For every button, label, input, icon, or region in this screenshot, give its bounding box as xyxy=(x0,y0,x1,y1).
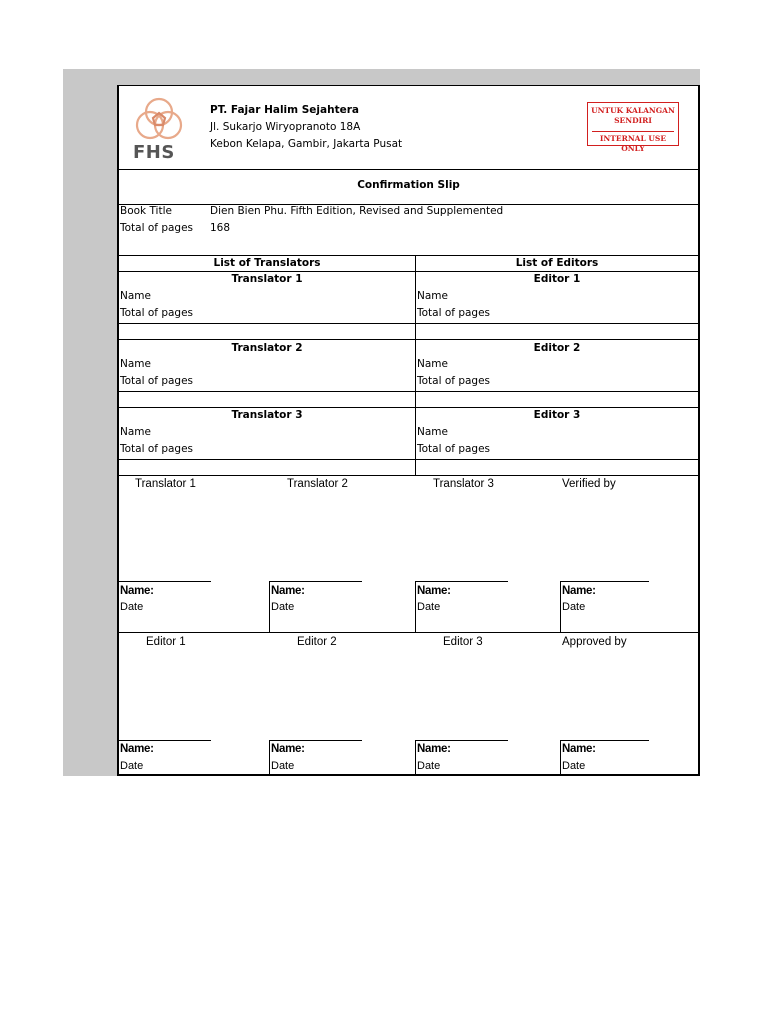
translator-1-heading: Translator 1 xyxy=(231,273,303,285)
signature-line xyxy=(270,740,362,741)
editor-2-pages-label: Total of pages xyxy=(417,375,491,387)
page-title: Confirmation Slip xyxy=(357,179,460,191)
divider xyxy=(117,271,700,272)
divider xyxy=(117,391,700,392)
editor-3-name-label: Name xyxy=(417,426,448,438)
sig-translator-2-date: Date xyxy=(271,601,295,613)
list-column-divider xyxy=(415,255,416,475)
fhs-logo xyxy=(129,92,189,168)
signature-line xyxy=(416,740,508,741)
book-title-value: Dien Bien Phu. Fifth Edition, Revised and Supplemented xyxy=(210,205,504,217)
company-name: PT. Fajar Halim Sejahtera xyxy=(210,104,359,116)
sig-translator-2-name: Name: xyxy=(271,585,305,597)
sig-column-divider xyxy=(269,740,270,774)
sig-translator-3-date: Date xyxy=(417,601,441,613)
sig-editor-2-name: Name: xyxy=(271,743,305,755)
signature-line xyxy=(416,581,508,582)
divider xyxy=(117,323,700,324)
translator-2-name-label: Name xyxy=(120,358,151,370)
sig-editor-1-date: Date xyxy=(120,760,144,772)
sig-editor-2-label: Editor 2 xyxy=(297,636,337,648)
sig-approved-by-date: Date xyxy=(562,760,586,772)
translator-1-name-label: Name xyxy=(120,290,151,302)
sig-verified-by-name: Name: xyxy=(562,585,596,597)
sig-editor-3-date: Date xyxy=(417,760,441,772)
logo-text: FHS xyxy=(133,142,175,163)
divider xyxy=(117,407,700,408)
sig-editor-1-name: Name: xyxy=(120,743,154,755)
translator-1-pages-label: Total of pages xyxy=(120,307,194,319)
editor-1-pages-label: Total of pages xyxy=(417,307,491,319)
stamp-line3: INTERNAL USE ONLY xyxy=(599,134,667,153)
sig-column-divider xyxy=(415,740,416,774)
sig-column-divider xyxy=(415,581,416,632)
company-address-line2: Kebon Kelapa, Gambir, Jakarta Pusat xyxy=(210,138,403,150)
editor-3-heading: Editor 3 xyxy=(533,409,581,421)
sig-translator-1-name: Name: xyxy=(120,585,154,597)
sig-column-divider xyxy=(560,740,561,774)
translators-list-header: List of Translators xyxy=(213,257,321,269)
book-title-label: Book Title xyxy=(120,205,172,217)
sig-verified-by-date: Date xyxy=(562,601,586,613)
sig-approved-by-label: Approved by xyxy=(562,636,627,648)
divider xyxy=(117,169,700,170)
sig-editor-3-label: Editor 3 xyxy=(443,636,483,648)
translator-3-pages-label: Total of pages xyxy=(120,443,194,455)
sig-editor-3-name: Name: xyxy=(417,743,451,755)
sig-translator-1-date: Date xyxy=(120,601,144,613)
confirmation-slip-sheet xyxy=(117,86,700,776)
divider xyxy=(117,632,700,633)
stamp-line1: UNTUK KALANGAN xyxy=(591,106,675,115)
signature-line xyxy=(270,581,362,582)
editor-1-name-label: Name xyxy=(417,290,448,302)
signature-line xyxy=(561,581,649,582)
signature-line xyxy=(118,740,211,741)
book-pages-value: 168 xyxy=(210,222,231,234)
sig-approved-by-name: Name: xyxy=(562,743,596,755)
sig-verified-by-label: Verified by xyxy=(562,478,616,490)
fhs-logo-icon xyxy=(129,92,189,148)
translator-3-name-label: Name xyxy=(120,426,151,438)
sig-translator-1-label: Translator 1 xyxy=(135,478,196,490)
sig-column-divider xyxy=(269,581,270,632)
book-pages-label: Total of pages xyxy=(120,222,194,234)
sig-column-divider xyxy=(560,581,561,632)
editors-list-header: List of Editors xyxy=(515,257,599,269)
editor-2-heading: Editor 2 xyxy=(533,342,581,354)
divider xyxy=(117,459,700,460)
editor-3-pages-label: Total of pages xyxy=(417,443,491,455)
translator-2-heading: Translator 2 xyxy=(231,342,303,354)
divider xyxy=(117,475,700,476)
divider xyxy=(117,339,700,340)
internal-use-stamp xyxy=(587,102,679,153)
company-address-line1: Jl. Sukarjo Wiryopranoto 18A xyxy=(210,121,361,133)
sig-translator-3-label: Translator 3 xyxy=(433,478,494,490)
translator-2-pages-label: Total of pages xyxy=(120,375,194,387)
signature-line xyxy=(118,581,211,582)
sheet-top-border xyxy=(117,85,700,86)
stamp-divider xyxy=(592,131,674,132)
editor-1-heading: Editor 1 xyxy=(533,273,581,285)
signature-line xyxy=(561,740,649,741)
sig-editor-1-label: Editor 1 xyxy=(146,636,186,648)
sig-translator-2-label: Translator 2 xyxy=(287,478,348,490)
divider xyxy=(117,255,700,256)
translator-3-heading: Translator 3 xyxy=(231,409,303,421)
stamp-line2: SENDIRI xyxy=(614,116,652,125)
sig-translator-3-name: Name: xyxy=(417,585,451,597)
editor-2-name-label: Name xyxy=(417,358,448,370)
sig-editor-2-date: Date xyxy=(271,760,295,772)
